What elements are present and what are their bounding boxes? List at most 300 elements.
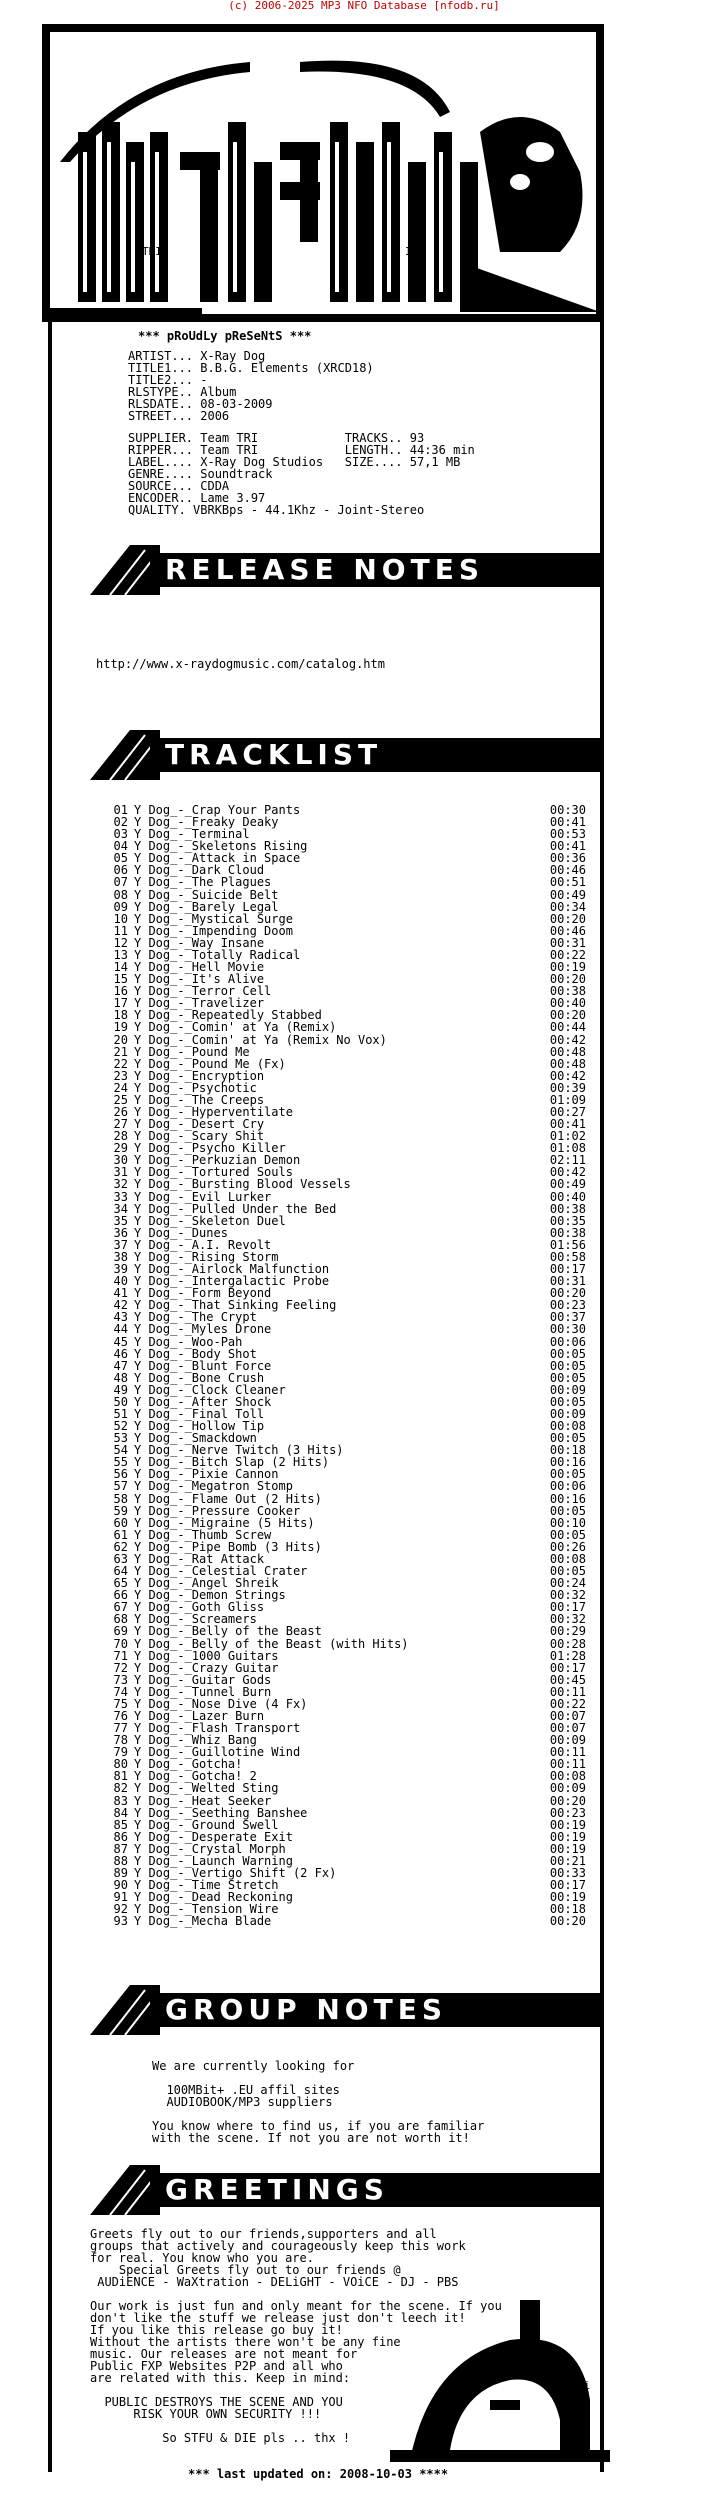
track-duration: 00:41 — [549, 815, 586, 830]
track-title: Y Dog_-_Totally Radical — [134, 947, 301, 962]
release-notes-title: RELEASE NOTES — [165, 553, 484, 586]
track-duration: 00:05 — [549, 1346, 586, 1361]
track-number: 78 — [113, 1733, 128, 1748]
track-row — [106, 1372, 586, 1384]
track-title: Y Dog_-_Hell Movie — [134, 960, 265, 975]
track-title: Y Dog_-_Impending Doom — [134, 923, 293, 938]
track-row — [106, 1625, 586, 1637]
greetings-line: PUBLIC DESTROYS THE SCENE AND YOU — [90, 2395, 343, 2409]
track-row — [106, 925, 586, 937]
track-title: Y Dog_-_Tortured Souls — [134, 1165, 293, 1180]
track-number: 66 — [113, 1588, 128, 1603]
track-row — [106, 1336, 586, 1348]
greetings-line: for real. You know who you are. — [90, 2251, 314, 2265]
track-title: Y Dog_-_Pound Me (Fx) — [134, 1056, 286, 1071]
track-duration: 00:28 — [549, 1636, 586, 1651]
track-number: 50 — [113, 1394, 128, 1409]
track-title: Y Dog_-_Body Shot — [134, 1346, 257, 1361]
track-number: 88 — [113, 1853, 128, 1868]
track-duration: 00:19 — [549, 1817, 586, 1832]
track-number: 38 — [113, 1249, 128, 1264]
track-duration: 00:51 — [549, 875, 586, 890]
track-title: Y Dog_-_Perkuzian Demon — [134, 1153, 301, 1168]
greetings-line: RISK YOUR OWN SECURITY !!! — [90, 2407, 322, 2421]
track-duration: 00:07 — [549, 1721, 586, 1736]
track-duration: 00:46 — [549, 923, 586, 938]
track-title: Y Dog_-_Desert Cry — [134, 1117, 265, 1132]
release-notes-banner — [90, 545, 610, 595]
track-number: 74 — [113, 1684, 128, 1699]
track-title: Y Dog_-_Terminal — [134, 827, 250, 842]
track-number: 22 — [113, 1056, 128, 1071]
corner-tag-line: 2006 — [557, 2391, 584, 2404]
track-number: 31 — [113, 1165, 128, 1180]
track-duration: 00:19 — [549, 1890, 586, 1905]
greetings-line: are related with this. Keep in mind: — [90, 2371, 358, 2385]
track-duration: 00:20 — [549, 1286, 586, 1301]
track-duration: 00:49 — [549, 887, 586, 902]
track-duration: 00:42 — [549, 1068, 586, 1083]
track-number: 24 — [113, 1080, 128, 1095]
track-number: 15 — [113, 972, 128, 987]
track-title: Y Dog_-_Mecha Blade — [134, 1914, 272, 1929]
track-title: Y Dog_-_Heat Seeker — [134, 1793, 272, 1808]
track-title: Y Dog_-_Crap Your Pants — [134, 803, 301, 817]
track-title: Y Dog_-_Hyperventilate — [134, 1105, 293, 1119]
track-duration: 01:56 — [549, 1237, 586, 1252]
track-title: Y Dog_-_Terror Cell — [134, 984, 272, 999]
track-number: 72 — [113, 1660, 128, 1675]
frame-left — [48, 322, 52, 2472]
track-number: 90 — [113, 1878, 128, 1893]
track-number: 03 — [113, 827, 128, 842]
release-info-line: TITLE2... - — [128, 373, 208, 387]
track-duration: 00:20 — [549, 911, 586, 926]
track-duration: 00:44 — [549, 1020, 586, 1035]
track-duration: 00:22 — [549, 947, 586, 962]
track-duration: 00:36 — [549, 851, 586, 866]
track-duration: 00:19 — [549, 960, 586, 975]
track-row — [106, 901, 586, 913]
track-duration: 00:58 — [549, 1249, 586, 1264]
track-title: Y Dog_-_Rat Attack — [134, 1551, 265, 1566]
track-number: 93 — [113, 1914, 128, 1929]
track-number: 59 — [113, 1503, 128, 1518]
track-title: Y Dog_-_Flame Out (2 Hits) — [134, 1491, 322, 1506]
track-number: 26 — [113, 1105, 128, 1119]
track-row — [106, 913, 586, 925]
track-row — [106, 1021, 586, 1033]
group-notes-line: We are currently looking for — [152, 2059, 355, 2073]
greetings-line: music. Our releases are not meant for — [90, 2347, 358, 2361]
track-number: 05 — [113, 851, 128, 866]
greetings-line: AUDiENCE - WaXtration - DELiGHT - VOiCE - DJ - PBS — [90, 2275, 459, 2289]
track-title: Y Dog_-_Clock Cleaner — [134, 1382, 286, 1397]
track-number: 55 — [113, 1455, 128, 1470]
track-title: Y Dog_-_Mystical Surge — [134, 911, 293, 926]
track-row — [106, 1227, 586, 1239]
track-row — [106, 1178, 586, 1190]
track-duration: 00:18 — [549, 1443, 586, 1458]
track-title: Y Dog_-_Welted Sting — [134, 1781, 279, 1796]
track-title: Y Dog_-_Launch Warning — [134, 1853, 293, 1868]
track-number: 16 — [113, 984, 128, 999]
track-number: 27 — [113, 1117, 128, 1132]
track-title: Y Dog_-_Psycho Killer — [134, 1141, 286, 1156]
greetings-line: don't like the stuff we release just don't leech it! — [90, 2311, 466, 2325]
group-notes-line: AUDIOBOOK/MP3 suppliers — [152, 2095, 333, 2109]
track-duration: 00:29 — [549, 1624, 586, 1639]
track-title: Y Dog_-_Woo-Pah — [134, 1334, 243, 1349]
track-number: 69 — [113, 1624, 128, 1639]
track-duration: 00:42 — [549, 1165, 586, 1180]
track-duration: 00:30 — [549, 803, 586, 817]
track-duration: 00:09 — [549, 1781, 586, 1796]
track-title: Y Dog_-_Demon Strings — [134, 1588, 286, 1603]
track-title: Y Dog_-_A.I. Revolt — [134, 1237, 272, 1252]
track-duration: 00:34 — [549, 899, 586, 914]
track-number: 20 — [113, 1032, 128, 1047]
track-row — [106, 1360, 586, 1372]
track-duration: 00:26 — [549, 1539, 586, 1554]
track-title: Y Dog_-_Skeletons Rising — [134, 839, 308, 854]
track-title: Y Dog_-_Thumb Screw — [134, 1527, 272, 1542]
track-number: 58 — [113, 1491, 128, 1506]
track-title: Y Dog_-_Final Toll — [134, 1407, 265, 1421]
release-info-line: STREET... 2006 — [128, 409, 230, 423]
track-title: Y Dog_-_Dead Reckoning — [134, 1890, 293, 1905]
track-number: 68 — [113, 1612, 128, 1627]
greetings-line: If you like this release go buy it! — [90, 2323, 343, 2337]
logo-tag-left: TRI — [142, 245, 162, 258]
release-info-line: RLSDATE.. 08-03-2009 — [128, 397, 273, 411]
track-title: Y Dog_-_Tunnel Burn — [134, 1684, 272, 1699]
track-duration: 00:17 — [549, 1878, 586, 1893]
track-number: 52 — [113, 1419, 128, 1434]
track-duration: 00:38 — [549, 1225, 586, 1240]
track-row — [106, 1070, 586, 1082]
track-number: 23 — [113, 1068, 128, 1083]
track-row — [106, 1480, 586, 1492]
track-duration: 00:05 — [549, 1431, 586, 1446]
track-duration: 00:40 — [549, 1189, 586, 1204]
track-row — [106, 876, 586, 888]
track-number: 67 — [113, 1600, 128, 1615]
track-title: Y Dog_-_Travelizer — [134, 996, 265, 1011]
greetings-line: Special Greets fly out to our friends @ — [90, 2263, 401, 2277]
track-duration: 00:46 — [549, 863, 586, 878]
track-duration: 00:20 — [549, 1914, 586, 1929]
track-title: Y Dog_-_Repeatedly Stabbed — [134, 1008, 322, 1023]
track-number: 07 — [113, 875, 128, 890]
group-notes-line: with the scene. If not you are not worth it! — [152, 2131, 470, 2145]
track-number: 36 — [113, 1225, 128, 1240]
track-number: 64 — [113, 1564, 128, 1579]
track-number: 04 — [113, 839, 128, 854]
logo-tag-right: INC — [405, 245, 425, 258]
track-title: Y Dog_-_Belly of the Beast — [134, 1624, 322, 1639]
track-row — [106, 1203, 586, 1215]
track-duration: 00:35 — [549, 1213, 586, 1228]
nfodb-header: (c) 2006-2025 MP3 NFO Database [nfodb.ru] — [228, 0, 500, 12]
corner-tag-line: CB13 — [557, 2403, 584, 2416]
track-title: Y Dog_-_Crazy Guitar — [134, 1660, 279, 1675]
tech-info-line: SUPPLIER. Team TRI TRACKS.. 93 — [128, 431, 425, 445]
group-notes-banner — [90, 1985, 610, 2035]
track-title: Y Dog_-_Screamers — [134, 1612, 257, 1627]
track-duration: 00:11 — [549, 1684, 586, 1699]
track-number: 34 — [113, 1201, 128, 1216]
track-duration: 00:38 — [549, 1201, 586, 1216]
track-number: 75 — [113, 1696, 128, 1711]
track-title: Y Dog_-_Migraine (5 Hits) — [134, 1515, 315, 1530]
track-duration: 00:06 — [549, 1479, 586, 1494]
track-title: Y Dog_-_Suicide Belt — [134, 887, 279, 902]
track-number: 77 — [113, 1721, 128, 1736]
release-info-line: RLSTYPE.. Album — [128, 385, 237, 399]
track-number: 10 — [113, 911, 128, 926]
track-duration: 00:05 — [549, 1358, 586, 1373]
track-duration: 00:53 — [549, 827, 586, 842]
greetings-line: groups that actively and courageously keep this work — [90, 2239, 466, 2253]
track-row — [106, 889, 586, 901]
track-duration: 00:42 — [549, 1032, 586, 1047]
track-number: 46 — [113, 1346, 128, 1361]
track-row — [106, 1831, 586, 1843]
track-duration: 00:33 — [549, 1866, 586, 1881]
track-number: 57 — [113, 1479, 128, 1494]
track-row — [106, 1505, 586, 1517]
track-title: Y Dog_-_Vertigo Shift (2 Fx) — [134, 1866, 337, 1881]
track-row — [106, 1493, 586, 1505]
track-title: Y Dog_-_Gotcha! 2 — [134, 1769, 257, 1784]
track-row — [106, 1662, 586, 1674]
track-number: 35 — [113, 1213, 128, 1228]
track-number: 11 — [113, 923, 128, 938]
track-title: Y Dog_-_Dark Cloud — [134, 863, 265, 878]
track-title: Y Dog_-_Rising Storm — [134, 1249, 279, 1264]
track-duration: 00:17 — [549, 1262, 586, 1277]
greetings-title: GREETINGS — [165, 2173, 389, 2206]
greetings-line: So STFU & DIE pls .. thx ! — [90, 2431, 351, 2445]
track-duration: 00:39 — [549, 1080, 586, 1095]
track-duration: 00:32 — [549, 1612, 586, 1627]
track-duration: 00:31 — [549, 1274, 586, 1289]
track-title: Y Dog_-_Bone Crush — [134, 1370, 265, 1385]
track-row — [106, 1650, 586, 1662]
track-title: Y Dog_-_Angel Shreik — [134, 1576, 279, 1591]
track-duration: 00:48 — [549, 1044, 586, 1059]
track-number: 02 — [113, 815, 128, 830]
track-duration: 00:07 — [549, 1709, 586, 1723]
track-number: 54 — [113, 1443, 128, 1458]
track-title: Y Dog_-_Skeleton Duel — [134, 1213, 286, 1228]
track-duration: 00:21 — [549, 1853, 586, 1868]
track-title: Y Dog_-_Pipe Bomb (3 Hits) — [134, 1539, 322, 1554]
track-number: 21 — [113, 1044, 128, 1059]
track-number: 85 — [113, 1817, 128, 1832]
track-title: Y Dog_-_Desperate Exit — [134, 1829, 293, 1844]
track-duration: 00:20 — [549, 1793, 586, 1808]
track-number: 09 — [113, 899, 128, 914]
track-number: 61 — [113, 1527, 128, 1542]
logo-ascii-art — [0, 12, 728, 322]
track-title: Y Dog_-_Airlock Malfunction — [134, 1262, 330, 1277]
greetings-line: Greets fly out to our friends,supporters and all — [90, 2227, 437, 2241]
track-number: 80 — [113, 1757, 128, 1772]
track-number: 62 — [113, 1539, 128, 1554]
frame-right — [600, 322, 604, 2472]
track-title: Y Dog_-_Guitar Gods — [134, 1672, 272, 1687]
track-number: 48 — [113, 1370, 128, 1385]
track-number: 70 — [113, 1636, 128, 1651]
track-title: Y Dog_-_Attack in Space — [134, 851, 301, 866]
tracklist-banner — [90, 730, 610, 780]
track-number: 47 — [113, 1358, 128, 1373]
track-title: Y Dog_-_Flash Transport — [134, 1721, 301, 1736]
track-number: 65 — [113, 1576, 128, 1591]
track-duration: 00:41 — [549, 1117, 586, 1132]
track-title: Y Dog_-_Ground Swell — [134, 1817, 279, 1832]
track-duration: 00:05 — [549, 1467, 586, 1482]
track-title: Y Dog_-_Whiz Bang — [134, 1733, 257, 1748]
track-title: Y Dog_-_Evil Lurker — [134, 1189, 272, 1204]
track-title: Y Dog_-_Megatron Stomp — [134, 1479, 293, 1494]
track-row — [106, 1807, 586, 1819]
track-number: 86 — [113, 1829, 128, 1844]
track-row — [106, 1046, 586, 1058]
track-row — [106, 1782, 586, 1794]
greetings-line: Public FXP Websites P2P and all who — [90, 2359, 343, 2373]
track-duration: 00:20 — [549, 1008, 586, 1023]
track-number: 13 — [113, 947, 128, 962]
track-title: Y Dog_-_1000 Guitars — [134, 1648, 279, 1663]
track-number: 19 — [113, 1020, 128, 1035]
greetings-banner — [90, 2165, 610, 2215]
track-duration: 00:08 — [549, 1551, 586, 1566]
track-number: 89 — [113, 1866, 128, 1881]
tech-info-line: GENRE.... Soundtrack — [128, 467, 273, 481]
track-number: 39 — [113, 1262, 128, 1277]
track-number: 06 — [113, 863, 128, 878]
track-duration: 00:31 — [549, 935, 586, 950]
track-title: Y Dog_-_Blunt Force — [134, 1358, 272, 1373]
track-number: 08 — [113, 887, 128, 902]
track-title: Y Dog_-_That Sinking Feeling — [134, 1298, 337, 1313]
track-title: Y Dog_-_Guillotine Wind — [134, 1745, 301, 1760]
track-duration: 00:19 — [549, 1829, 586, 1844]
track-number: 29 — [113, 1141, 128, 1156]
track-duration: 01:08 — [549, 1141, 586, 1156]
track-duration: 00:24 — [549, 1576, 586, 1591]
track-title: Y Dog_-_Dunes — [134, 1225, 228, 1240]
track-title: Y Dog_-_Comin' at Ya (Remix No Vox) — [134, 1032, 387, 1047]
track-number: 49 — [113, 1382, 128, 1397]
track-duration: 00:49 — [549, 1177, 586, 1192]
release-info-line: TITLE1... B.B.G. Elements (XRCD18) — [128, 361, 374, 375]
track-duration: 00:19 — [549, 1841, 586, 1856]
track-number: 92 — [113, 1902, 128, 1917]
track-duration: 00:32 — [549, 1588, 586, 1603]
track-row — [106, 1058, 586, 1070]
track-title: Y Dog_-_Way Insane — [134, 935, 265, 950]
track-duration: 00:40 — [549, 996, 586, 1011]
track-title: Y Dog_-_The Creeps — [134, 1092, 265, 1107]
track-number: 18 — [113, 1008, 128, 1023]
track-row — [106, 1915, 586, 1927]
track-title: Y Dog_-_Pound Me — [134, 1044, 250, 1059]
track-number: 45 — [113, 1334, 128, 1349]
track-number: 43 — [113, 1310, 128, 1325]
track-duration: 00:18 — [549, 1902, 586, 1917]
tech-info-line: ENCODER.. Lame 3.97 — [128, 491, 266, 505]
track-number: 44 — [113, 1322, 128, 1337]
track-title: Y Dog_-_Pressure Cooker — [134, 1503, 301, 1518]
tech-info-line: SOURCE... CDDA — [128, 479, 230, 493]
track-number: 56 — [113, 1467, 128, 1482]
track-duration: 02:11 — [549, 1153, 586, 1168]
track-row — [106, 1348, 586, 1360]
track-duration: 00:48 — [549, 1056, 586, 1071]
track-duration: 00:30 — [549, 1322, 586, 1337]
track-number: 37 — [113, 1237, 128, 1252]
track-duration: 00:23 — [549, 1298, 586, 1313]
track-duration: 00:17 — [549, 1660, 586, 1675]
track-number: 28 — [113, 1129, 128, 1144]
track-duration: 00:09 — [549, 1382, 586, 1397]
track-title: Y Dog_-_Pixie Cannon — [134, 1467, 279, 1482]
track-title: Y Dog_-_Time Stretch — [134, 1878, 279, 1893]
track-number: 79 — [113, 1745, 128, 1760]
track-title: Y Dog_-_It's Alive — [134, 972, 265, 987]
track-number: 87 — [113, 1841, 128, 1856]
track-title: Y Dog_-_Scary Shit — [134, 1129, 265, 1144]
track-duration: 00:22 — [549, 1696, 586, 1711]
track-title: Y Dog_-_Nerve Twitch (3 Hits) — [134, 1443, 344, 1458]
track-number: 71 — [113, 1648, 128, 1663]
track-title: Y Dog_-_Celestial Crater — [134, 1564, 308, 1579]
track-duration: 00:08 — [549, 1769, 586, 1784]
track-number: 12 — [113, 935, 128, 950]
track-row — [106, 1674, 586, 1686]
track-title: Y Dog_-_Psychotic — [134, 1080, 257, 1095]
track-title: Y Dog_-_The Crypt — [134, 1310, 257, 1325]
track-number: 40 — [113, 1274, 128, 1289]
track-duration: 01:09 — [549, 1092, 586, 1107]
track-title: Y Dog_-_Lazer Burn — [134, 1709, 265, 1723]
track-row — [106, 1215, 586, 1227]
track-number: 83 — [113, 1793, 128, 1808]
track-number: 60 — [113, 1515, 128, 1530]
track-row — [106, 1819, 586, 1831]
last-updated-footer: *** last updated on: 2008-10-03 **** — [188, 2467, 449, 2481]
track-number: 42 — [113, 1298, 128, 1313]
track-duration: 01:28 — [549, 1648, 586, 1663]
track-title: Y Dog_-_Crystal Morph — [134, 1841, 286, 1856]
track-duration: 00:16 — [549, 1491, 586, 1506]
track-title: Y Dog_-_Freaky Deaky — [134, 815, 279, 830]
track-number: 30 — [113, 1153, 128, 1168]
track-number: 14 — [113, 960, 128, 975]
track-number: 84 — [113, 1805, 128, 1820]
track-duration: 00:05 — [549, 1564, 586, 1579]
presents-line: *** pRoUdLy pReSeNtS *** — [138, 329, 312, 343]
track-number: 53 — [113, 1431, 128, 1446]
track-row — [106, 1323, 586, 1335]
track-duration: 00:05 — [549, 1503, 586, 1518]
track-number: 17 — [113, 996, 128, 1011]
track-row — [106, 1529, 586, 1541]
